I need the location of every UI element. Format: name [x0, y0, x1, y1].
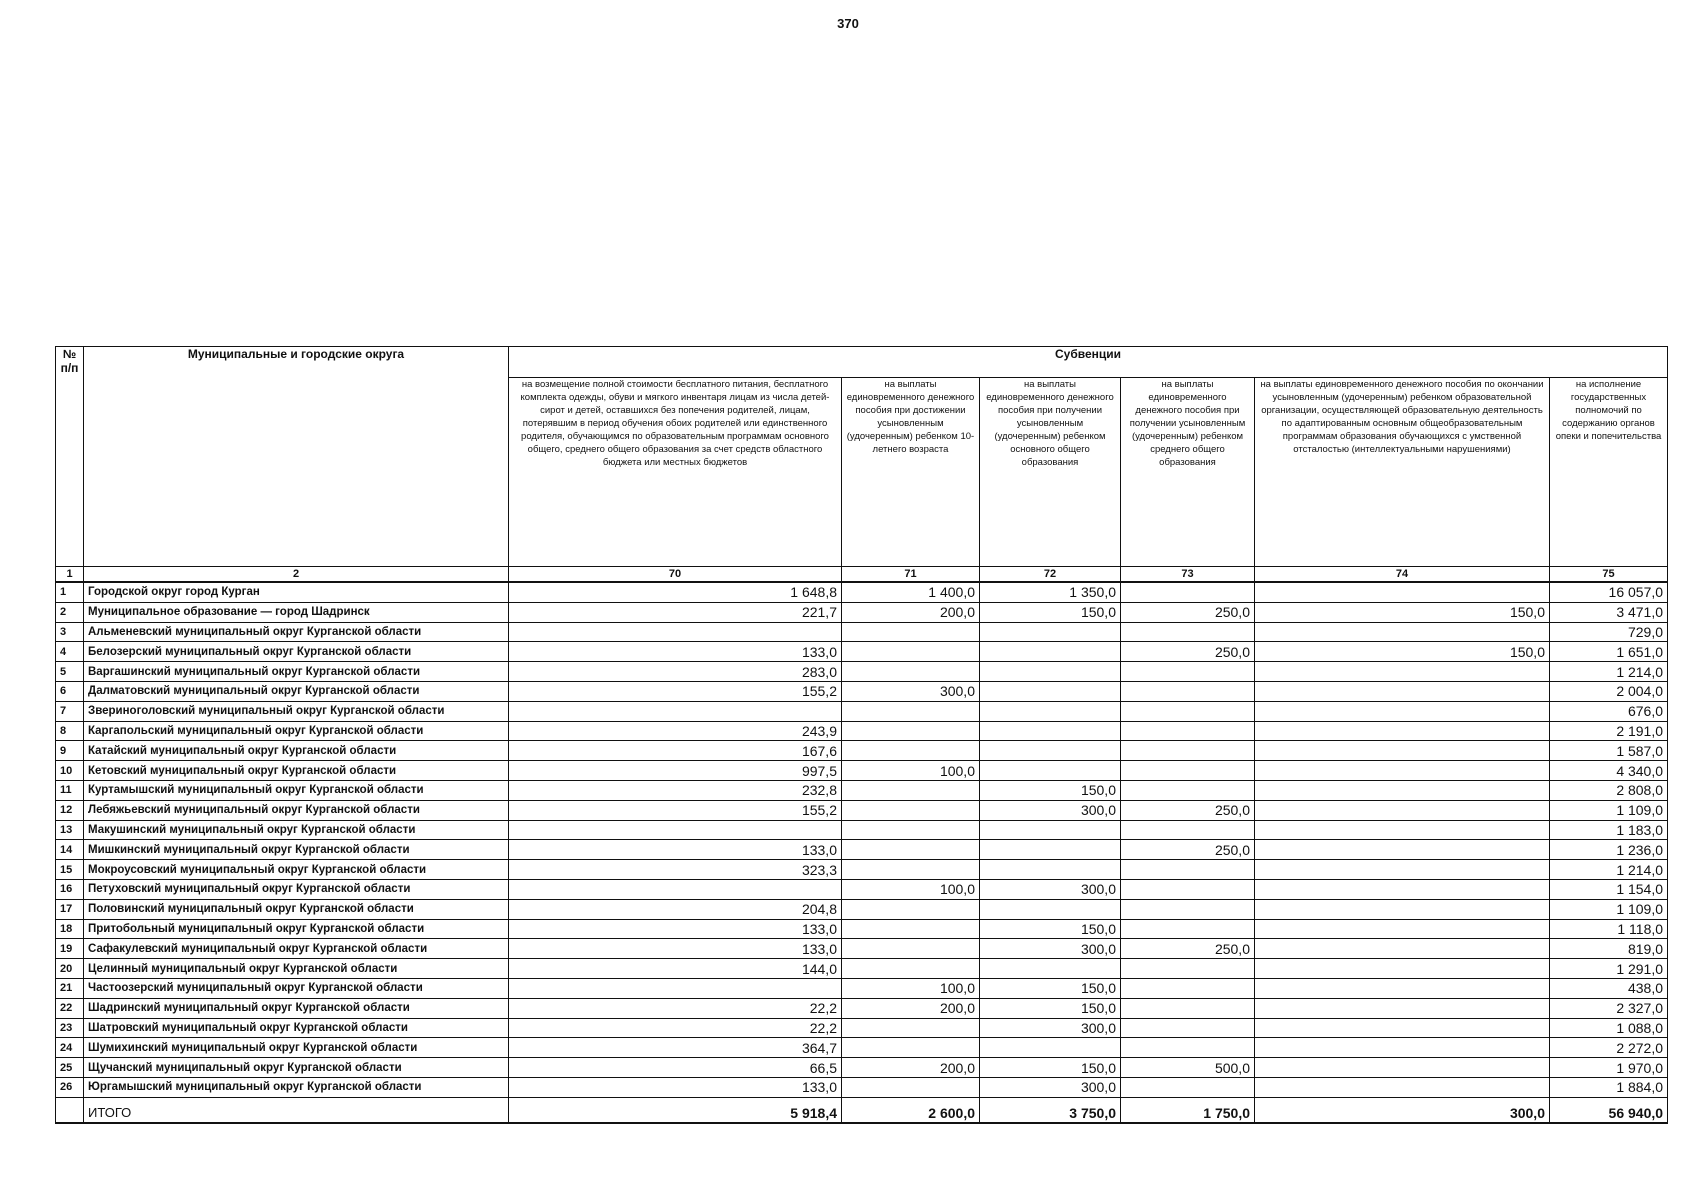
row-number: 14: [56, 840, 84, 860]
value-cell: 204,8: [509, 899, 842, 919]
row-number: 10: [56, 761, 84, 781]
value-cell: 1 214,0: [1550, 860, 1668, 880]
value-cell: [842, 642, 980, 662]
row-number: 17: [56, 899, 84, 919]
value-cell: [842, 741, 980, 761]
value-cell: [1255, 1058, 1550, 1078]
value-cell: [1121, 721, 1255, 741]
value-cell: [1121, 959, 1255, 979]
value-cell: 1 291,0: [1550, 959, 1668, 979]
municipality-name: Притобольный муниципальный округ Курганской области: [84, 919, 509, 939]
municipality-name: Шатровский муниципальный округ Курганской области: [84, 1018, 509, 1038]
value-cell: [1121, 919, 1255, 939]
value-cell: [1255, 1038, 1550, 1058]
value-cell: [842, 939, 980, 959]
value-cell: [1255, 662, 1550, 682]
row-number: 3: [56, 622, 84, 642]
value-cell: 100,0: [842, 978, 980, 998]
value-cell: [1121, 780, 1255, 800]
table-row: [56, 701, 1668, 721]
table-row: [56, 761, 1668, 781]
value-cell: 729,0: [1550, 622, 1668, 642]
value-cell: [1255, 959, 1550, 979]
table-row: [56, 622, 1668, 642]
value-cell: [1121, 899, 1255, 919]
column-number: 73: [1121, 567, 1255, 583]
value-cell: [1121, 820, 1255, 840]
value-cell: [842, 701, 980, 721]
column-number: 70: [509, 567, 842, 583]
column-number: 74: [1255, 567, 1550, 583]
value-cell: [1255, 919, 1550, 939]
value-cell: 300,0: [980, 1077, 1121, 1097]
municipality-name: Частоозерский муниципальный округ Курганской области: [84, 978, 509, 998]
header-name-col: Муниципальные и городские округа: [84, 347, 509, 567]
value-cell: 3 471,0: [1550, 602, 1668, 622]
value-cell: [509, 879, 842, 899]
table-row: [56, 1038, 1668, 1058]
table-row: [56, 939, 1668, 959]
value-cell: 1 214,0: [1550, 662, 1668, 682]
value-cell: [842, 899, 980, 919]
subventions-table: [55, 346, 1668, 1124]
total-value: 300,0: [1255, 1097, 1550, 1123]
municipality-name: Варгашинский муниципальный округ Курганской области: [84, 662, 509, 682]
value-cell: [1121, 582, 1255, 602]
value-cell: [842, 662, 980, 682]
value-cell: 2 327,0: [1550, 998, 1668, 1018]
value-cell: [509, 622, 842, 642]
row-number: 26: [56, 1077, 84, 1097]
value-cell: [1255, 978, 1550, 998]
value-cell: 133,0: [509, 939, 842, 959]
table-row: [56, 800, 1668, 820]
value-cell: 438,0: [1550, 978, 1668, 998]
municipality-name: Белозерский муниципальный округ Курганской области: [84, 642, 509, 662]
value-cell: 243,9: [509, 721, 842, 741]
value-cell: 150,0: [980, 780, 1121, 800]
value-cell: [1255, 761, 1550, 781]
table-body: [56, 582, 1668, 1123]
header-col-73: на выплаты единовременного денежного пособия при получении усыновленным (удочеренным) ребенком среднего общего образования: [1121, 378, 1255, 567]
value-cell: 250,0: [1121, 800, 1255, 820]
municipality-name: Шумихинский муниципальный округ Курганской области: [84, 1038, 509, 1058]
table-row: [56, 998, 1668, 1018]
value-cell: 300,0: [980, 879, 1121, 899]
value-cell: [1121, 978, 1255, 998]
table-row: [56, 681, 1668, 701]
header-col-74: на выплаты единовременного денежного пособия по окончании усыновленным (удочеренным) ребенком образовательной организации, осуществляющей образовательную деятельность по адаптированным основным общеобразовательным программам образования обучающихся с умственной отсталостью (интеллектуальными нарушениями): [1255, 378, 1550, 567]
value-cell: [1255, 840, 1550, 860]
value-cell: [1121, 1038, 1255, 1058]
value-cell: 155,2: [509, 800, 842, 820]
value-cell: 22,2: [509, 1018, 842, 1038]
value-cell: [509, 978, 842, 998]
value-cell: 150,0: [1255, 642, 1550, 662]
value-cell: 250,0: [1121, 840, 1255, 860]
row-number: 12: [56, 800, 84, 820]
value-cell: 22,2: [509, 998, 842, 1018]
value-cell: [980, 741, 1121, 761]
value-cell: 997,5: [509, 761, 842, 781]
row-number: 20: [56, 959, 84, 979]
value-cell: 4 340,0: [1550, 761, 1668, 781]
table-row: [56, 820, 1668, 840]
value-cell: [1121, 701, 1255, 721]
row-number: 8: [56, 721, 84, 741]
value-cell: [1121, 1077, 1255, 1097]
value-cell: [980, 642, 1121, 662]
value-cell: 100,0: [842, 761, 980, 781]
row-number: 4: [56, 642, 84, 662]
value-cell: 283,0: [509, 662, 842, 682]
total-value: 3 750,0: [980, 1097, 1121, 1123]
value-cell: [842, 721, 980, 741]
row-number: 1: [56, 582, 84, 602]
table-row: [56, 662, 1668, 682]
table-row: [56, 1058, 1668, 1078]
column-number: 2: [84, 567, 509, 583]
municipality-name: Макушинский муниципальный округ Курганской области: [84, 820, 509, 840]
column-number: 71: [842, 567, 980, 583]
value-cell: 1 109,0: [1550, 899, 1668, 919]
value-cell: [509, 701, 842, 721]
table-row: [56, 860, 1668, 880]
municipality-name: Альменевский муниципальный округ Курганской области: [84, 622, 509, 642]
value-cell: [1255, 998, 1550, 1018]
row-number: 9: [56, 741, 84, 761]
value-cell: 2 191,0: [1550, 721, 1668, 741]
value-cell: 250,0: [1121, 939, 1255, 959]
header-col-72: на выплаты единовременного денежного пособия при получении усыновленным (удочеренным) ребенком основного общего образования: [980, 378, 1121, 567]
value-cell: [842, 1018, 980, 1038]
value-cell: [842, 800, 980, 820]
municipality-name: Лебяжьевский муниципальный округ Курганской области: [84, 800, 509, 820]
header-col-70: на возмещение полной стоимости бесплатного питания, бесплатного комплекта одежды, обуви и мягкого инвентаря лицам из числа детей-сирот и детей, оставшихся без попечения родителей, лицам, потерявшим в период обучения обоих родителей или единственного родителя, обучающимся по образовательным программам основного общего, среднего общего образования за счет средств областного бюджета или местных бюджетов: [509, 378, 842, 567]
municipality-name: Юргамышский муниципальный округ Курганской области: [84, 1077, 509, 1097]
value-cell: [1255, 800, 1550, 820]
value-cell: 155,2: [509, 681, 842, 701]
value-cell: 819,0: [1550, 939, 1668, 959]
row-number: 5: [56, 662, 84, 682]
value-cell: 1 183,0: [1550, 820, 1668, 840]
municipality-name: Куртамышский муниципальный округ Курганской области: [84, 780, 509, 800]
value-cell: [1121, 741, 1255, 761]
column-number: 75: [1550, 567, 1668, 583]
value-cell: [1255, 681, 1550, 701]
value-cell: 232,8: [509, 780, 842, 800]
row-number: 22: [56, 998, 84, 1018]
value-cell: 1 648,8: [509, 582, 842, 602]
value-cell: [1121, 622, 1255, 642]
value-cell: 133,0: [509, 1077, 842, 1097]
header-num-col: № п/п: [56, 347, 84, 567]
value-cell: [1255, 879, 1550, 899]
value-cell: [1255, 701, 1550, 721]
value-cell: 323,3: [509, 860, 842, 880]
table-row: [56, 642, 1668, 662]
value-cell: 1 118,0: [1550, 919, 1668, 939]
value-cell: 300,0: [842, 681, 980, 701]
table-row: [56, 582, 1668, 602]
value-cell: [1255, 622, 1550, 642]
value-cell: 1 587,0: [1550, 741, 1668, 761]
value-cell: 150,0: [980, 998, 1121, 1018]
total-value: 1 750,0: [1121, 1097, 1255, 1123]
value-cell: 150,0: [980, 978, 1121, 998]
municipality-name: Каргапольский муниципальный округ Курганской области: [84, 721, 509, 741]
value-cell: [842, 1077, 980, 1097]
value-cell: 133,0: [509, 642, 842, 662]
value-cell: [980, 959, 1121, 979]
column-number: 1: [56, 567, 84, 583]
table-row: [56, 899, 1668, 919]
value-cell: [980, 860, 1121, 880]
value-cell: [980, 701, 1121, 721]
value-cell: [980, 1038, 1121, 1058]
column-numbers-row: [56, 567, 1668, 583]
table-row: [56, 879, 1668, 899]
value-cell: [842, 840, 980, 860]
page-number: 370: [837, 16, 859, 31]
value-cell: [1255, 780, 1550, 800]
value-cell: 100,0: [842, 879, 980, 899]
row-number: 16: [56, 879, 84, 899]
row-number: 15: [56, 860, 84, 880]
total-num-cell: [56, 1097, 84, 1123]
value-cell: [980, 622, 1121, 642]
value-cell: [980, 899, 1121, 919]
value-cell: 300,0: [980, 800, 1121, 820]
municipality-name: Муниципальное образование — город Шадринск: [84, 602, 509, 622]
total-label: ИТОГО: [84, 1097, 509, 1123]
value-cell: 1 109,0: [1550, 800, 1668, 820]
row-number: 11: [56, 780, 84, 800]
table-row: [56, 721, 1668, 741]
value-cell: [509, 820, 842, 840]
value-cell: [1255, 1077, 1550, 1097]
value-cell: 66,5: [509, 1058, 842, 1078]
municipality-name: Сафакулевский муниципальный округ Курганской области: [84, 939, 509, 959]
value-cell: [1121, 1018, 1255, 1038]
row-number: 2: [56, 602, 84, 622]
value-cell: 221,7: [509, 602, 842, 622]
municipality-name: Половинский муниципальный округ Курганской области: [84, 899, 509, 919]
value-cell: 133,0: [509, 919, 842, 939]
value-cell: [842, 820, 980, 840]
value-cell: [842, 1038, 980, 1058]
value-cell: 144,0: [509, 959, 842, 979]
value-cell: [980, 681, 1121, 701]
municipality-name: Целинный муниципальный округ Курганской области: [84, 959, 509, 979]
municipality-name: Щучанский муниципальный округ Курганской области: [84, 1058, 509, 1078]
value-cell: 150,0: [980, 602, 1121, 622]
municipality-name: Далматовский муниципальный округ Курганской области: [84, 681, 509, 701]
value-cell: 300,0: [980, 939, 1121, 959]
value-cell: 300,0: [980, 1018, 1121, 1038]
value-cell: [1255, 939, 1550, 959]
value-cell: [842, 860, 980, 880]
value-cell: 1 088,0: [1550, 1018, 1668, 1038]
value-cell: 133,0: [509, 840, 842, 860]
table-row: [56, 1018, 1668, 1038]
value-cell: 250,0: [1121, 602, 1255, 622]
municipality-name: Катайский муниципальный округ Курганской области: [84, 741, 509, 761]
row-number: 13: [56, 820, 84, 840]
value-cell: [842, 780, 980, 800]
value-cell: [1255, 899, 1550, 919]
value-cell: [1255, 820, 1550, 840]
value-cell: 2 272,0: [1550, 1038, 1668, 1058]
row-number: 24: [56, 1038, 84, 1058]
value-cell: 150,0: [980, 919, 1121, 939]
municipality-name: Звериноголовский муниципальный округ Курганской области: [84, 701, 509, 721]
value-cell: [1121, 879, 1255, 899]
value-cell: 500,0: [1121, 1058, 1255, 1078]
value-cell: 167,6: [509, 741, 842, 761]
value-cell: 676,0: [1550, 701, 1668, 721]
value-cell: [1255, 1018, 1550, 1038]
municipality-name: Мокроусовский муниципальный округ Курганской области: [84, 860, 509, 880]
value-cell: [842, 919, 980, 939]
row-number: 23: [56, 1018, 84, 1038]
table-row: [56, 919, 1668, 939]
value-cell: [1255, 741, 1550, 761]
value-cell: [1121, 662, 1255, 682]
value-cell: 200,0: [842, 602, 980, 622]
header-col-71: на выплаты единовременного денежного пособия при достижении усыновленным (удочеренным) ребенком 10-летнего возраста: [842, 378, 980, 567]
table-row: [56, 978, 1668, 998]
value-cell: [980, 662, 1121, 682]
value-cell: 200,0: [842, 998, 980, 1018]
value-cell: 1 970,0: [1550, 1058, 1668, 1078]
value-cell: 2 808,0: [1550, 780, 1668, 800]
value-cell: 150,0: [1255, 602, 1550, 622]
municipality-name: Кетовский муниципальный округ Курганской области: [84, 761, 509, 781]
row-number: 18: [56, 919, 84, 939]
value-cell: 1 400,0: [842, 582, 980, 602]
row-number: 6: [56, 681, 84, 701]
row-number: 7: [56, 701, 84, 721]
value-cell: [1121, 860, 1255, 880]
value-cell: 1 884,0: [1550, 1077, 1668, 1097]
total-value: 56 940,0: [1550, 1097, 1668, 1123]
value-cell: 1 651,0: [1550, 642, 1668, 662]
value-cell: 364,7: [509, 1038, 842, 1058]
value-cell: [1121, 761, 1255, 781]
row-number: 25: [56, 1058, 84, 1078]
value-cell: [1255, 582, 1550, 602]
municipality-name: Городской округ город Курган: [84, 582, 509, 602]
column-number: 72: [980, 567, 1121, 583]
table-row: [56, 602, 1668, 622]
value-cell: 16 057,0: [1550, 582, 1668, 602]
value-cell: [980, 721, 1121, 741]
value-cell: [842, 959, 980, 979]
value-cell: 1 236,0: [1550, 840, 1668, 860]
total-value: 5 918,4: [509, 1097, 842, 1123]
value-cell: 2 004,0: [1550, 681, 1668, 701]
value-cell: [1121, 998, 1255, 1018]
value-cell: [1121, 681, 1255, 701]
municipality-name: Шадринский муниципальный округ Курганской области: [84, 998, 509, 1018]
table-row: [56, 959, 1668, 979]
table-row: [56, 840, 1668, 860]
municipality-name: Мишкинский муниципальный округ Курганской области: [84, 840, 509, 860]
value-cell: [842, 622, 980, 642]
value-cell: 1 154,0: [1550, 879, 1668, 899]
value-cell: [980, 761, 1121, 781]
table-row: [56, 1077, 1668, 1097]
value-cell: [1255, 860, 1550, 880]
value-cell: 150,0: [980, 1058, 1121, 1078]
table-row: [56, 780, 1668, 800]
value-cell: [980, 820, 1121, 840]
total-row: [56, 1097, 1668, 1123]
total-value: 2 600,0: [842, 1097, 980, 1123]
value-cell: 1 350,0: [980, 582, 1121, 602]
header-group: Субвенции: [509, 347, 1668, 378]
value-cell: [1255, 721, 1550, 741]
table-row: [56, 741, 1668, 761]
row-number: 19: [56, 939, 84, 959]
value-cell: 200,0: [842, 1058, 980, 1078]
value-cell: [980, 840, 1121, 860]
header-col-75: на исполнение государственных полномочий по содержанию органов опеки и попечительства: [1550, 378, 1668, 567]
municipality-name: Петуховский муниципальный округ Курганской области: [84, 879, 509, 899]
value-cell: 250,0: [1121, 642, 1255, 662]
row-number: 21: [56, 978, 84, 998]
